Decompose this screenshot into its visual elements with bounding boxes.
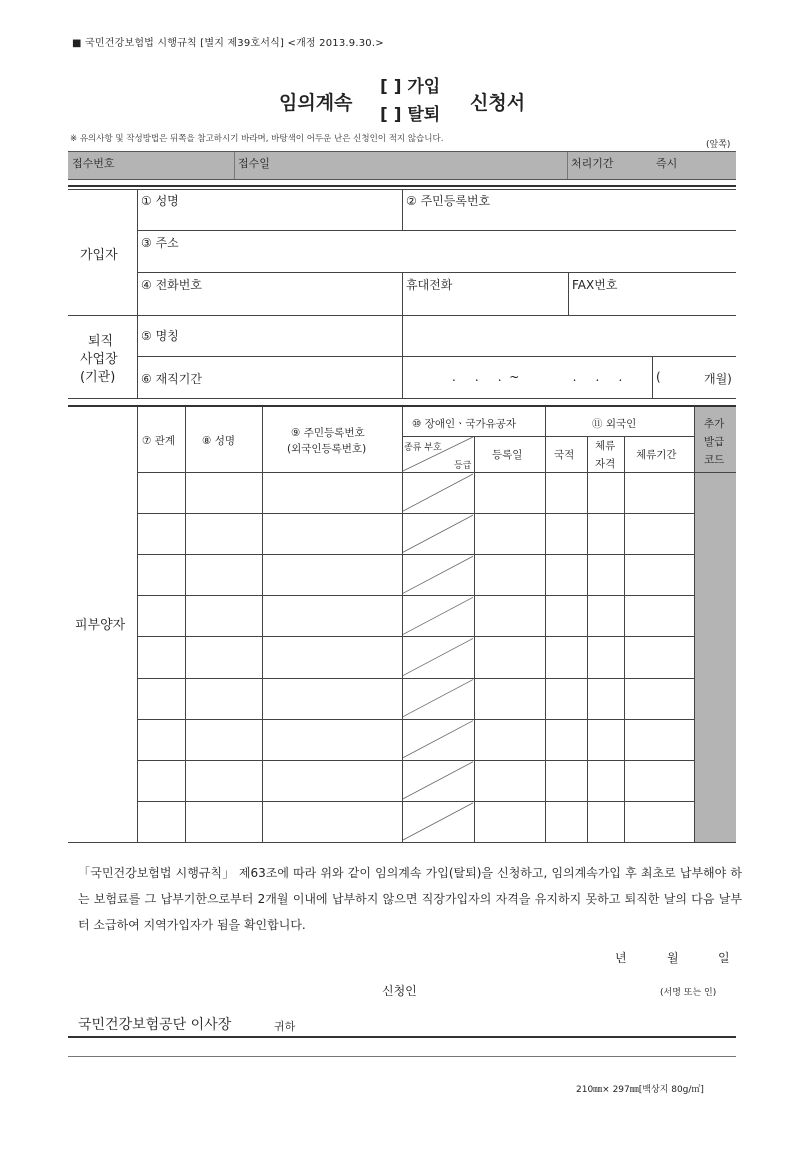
title-left: 임의계속 xyxy=(279,92,353,114)
dependents-section-label: 피부양자 xyxy=(75,618,126,633)
tenure-months-open: ( xyxy=(656,370,661,384)
col-extra-header-3: 코드 xyxy=(704,454,725,466)
col-nationality-header: 국적 xyxy=(554,449,575,461)
processing-period-label: 처리기간 xyxy=(571,157,614,170)
kind-grade-diagonal xyxy=(403,803,473,840)
subscriber-phone-field[interactable]: ④ 전화번호 xyxy=(141,278,202,292)
recipient-label: 국민건강보험공단 이사장 xyxy=(78,1017,232,1033)
receipt-date-label: 접수일 xyxy=(238,157,270,170)
tenure-label: ⑥ 재직기간 xyxy=(141,372,202,386)
instruction-note: ※ 유의사항 및 작성방법은 뒤쪽을 참고하시기 바라며, 바탕색이 어두운 난은 신청인이 적지 않습니다. xyxy=(70,134,444,144)
recipient-suffix: 귀하 xyxy=(274,1020,296,1033)
col-foreigner-header: ⑪ 외국인 xyxy=(592,418,637,430)
subscriber-section-label: 가입자 xyxy=(80,248,118,263)
kind-grade-diagonal xyxy=(403,474,473,511)
col-extra-header-1: 추가 xyxy=(704,418,725,430)
processing-period-value: 즉시 xyxy=(656,157,678,170)
receipt-number-label: 접수번호 xyxy=(72,157,115,170)
title-option-withdraw: [ ] 탈퇴 xyxy=(380,105,441,125)
subscriber-fax-field[interactable]: FAX번호 xyxy=(572,278,618,292)
tenure-months-unit[interactable]: 개월) xyxy=(704,372,732,386)
kind-grade-diagonal xyxy=(403,638,473,675)
law-reference: ■ 국민건강보험법 시행규칙 [별지 제39호서식] <개정 2013.9.30.> xyxy=(72,38,384,49)
tenure-range-field[interactable]: . . . ~ . . . xyxy=(452,370,623,384)
page-side-label: (앞쪽) xyxy=(706,140,731,150)
title-right: 신청서 xyxy=(470,92,526,114)
kind-grade-diagonal xyxy=(403,556,473,593)
date-month-label[interactable]: 월 xyxy=(667,951,679,965)
date-day-label[interactable]: 일 xyxy=(718,951,730,965)
kind-grade-diagonal xyxy=(403,721,473,758)
col-rrn-header-1: ⑨ 주민등록번호 xyxy=(291,427,365,439)
applicant-label: 신청인 xyxy=(382,984,417,998)
kind-grade-diagonal xyxy=(403,597,473,634)
col-name-header: ⑧ 성명 xyxy=(202,435,236,447)
workplace-name-field[interactable]: ⑤ 명칭 xyxy=(141,329,179,343)
col-stay-header-1: 체류 xyxy=(595,440,616,452)
workplace-section-label-3: (기관) xyxy=(80,370,116,385)
col-grade-header: 등급 xyxy=(454,461,472,471)
date-year-label[interactable]: 년 xyxy=(615,951,627,965)
workplace-section-label-1: 퇴직 xyxy=(88,334,114,349)
title-option-join: [ ] 가입 xyxy=(380,77,441,97)
kind-grade-diagonal xyxy=(403,762,473,799)
col-kind-header: 종류 부호 xyxy=(404,443,442,453)
kind-grade-diagonal xyxy=(403,680,473,717)
col-regdate-header: 등록일 xyxy=(492,449,523,461)
subscriber-address-field[interactable]: ③ 주소 xyxy=(141,236,179,250)
col-rrn-header-2: (외국인등록번호) xyxy=(287,443,367,455)
declaration-text: 「국민건강보험법 시행규칙」 제63조에 따라 위와 같이 임의계속 가입(탈퇴)을 신청하고, 임의계속가입 후 최초로 납부해야 하는 보험료를 그 납부기한으로부터 2개월 이내에 납부하지 않으면 직장가입자의 자격을 유지하지 못하고 퇴직한 날의 다음 날부터 소급하여 지역가입자가 됨을 확인합니다. xyxy=(78,866,742,932)
col-stay-header-2: 자격 xyxy=(595,458,616,470)
col-relation-header: ⑦ 관계 xyxy=(142,435,176,447)
col-extra-header-2: 발급 xyxy=(704,436,725,448)
subscriber-rrn-field[interactable]: ② 주민등록번호 xyxy=(406,194,491,208)
paper-spec: 210㎜× 297㎜[백상지 80g/㎡] xyxy=(576,1085,704,1095)
subscriber-name-field[interactable]: ① 성명 xyxy=(141,194,179,208)
signature-field[interactable]: (서명 또는 인) xyxy=(660,988,717,998)
col-disabled-header: ⑩ 장애인ㆍ국가유공자 xyxy=(412,418,517,430)
col-stay-period-header: 체류기간 xyxy=(636,449,677,461)
workplace-section-label-2: 사업장 xyxy=(80,352,118,367)
subscriber-mobile-field[interactable]: 휴대전화 xyxy=(406,278,453,292)
kind-grade-diagonal xyxy=(403,515,473,552)
